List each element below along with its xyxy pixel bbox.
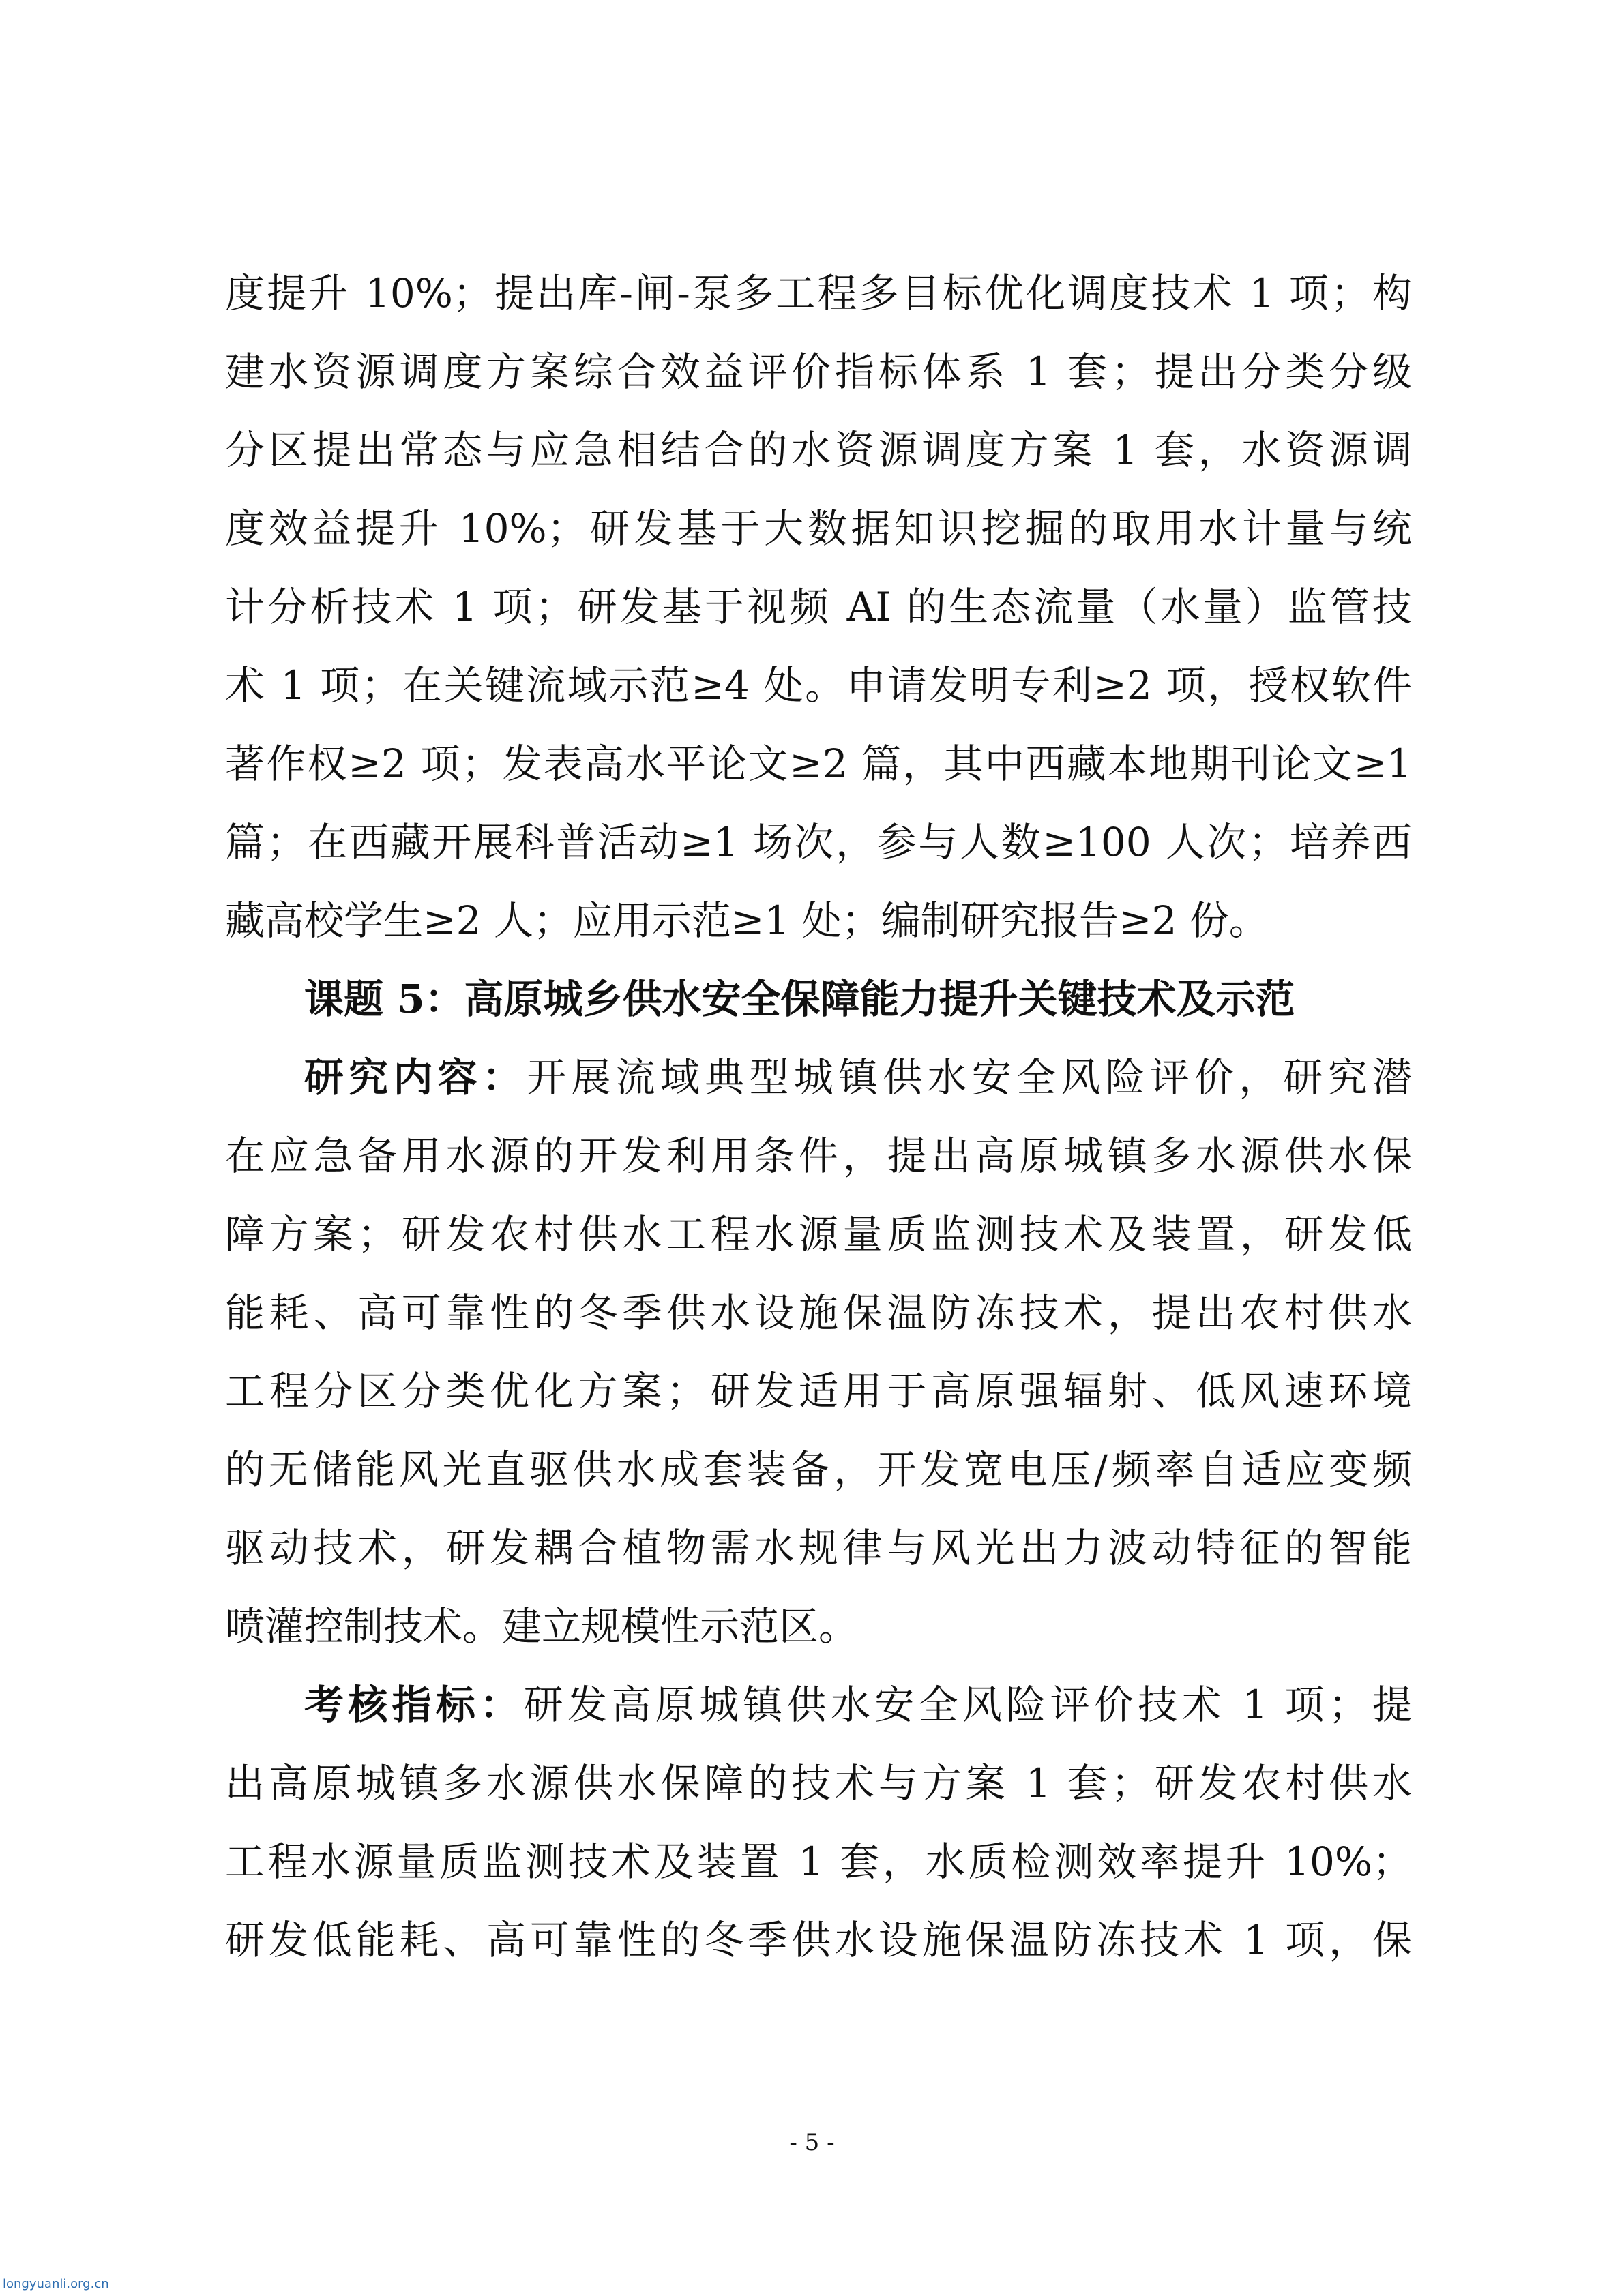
body-line: 度效益提升 10%；研发基于大数据知识挖掘的取用水计量与统 bbox=[225, 505, 1412, 552]
body-line: 出高原城镇多水源供水保障的技术与方案 1 套；研发农村供水 bbox=[225, 1760, 1412, 1806]
page-number: - 5 - bbox=[789, 2129, 835, 2156]
body-line: 工程分区分类优化方案；研发适用于高原强辐射、低风速环境 bbox=[225, 1368, 1412, 1414]
section-heading: 课题 5：高原城乡供水安全保障能力提升关键技术及示范 bbox=[304, 976, 1295, 1022]
research-label: 研究内容： bbox=[304, 1054, 527, 1101]
body-line: 度提升 10%；提出库-闸-泵多工程多目标优化调度技术 1 项；构 bbox=[225, 270, 1412, 316]
body-line: 分区提出常态与应急相结合的水资源调度方案 1 套，水资源调 bbox=[225, 427, 1412, 473]
body-line: 著作权≥2 项；发表高水平论文≥2 篇，其中西藏本地期刊论文≥1 bbox=[225, 741, 1412, 787]
body-line: 建水资源调度方案综合效益评价指标体系 1 套；提出分类分级 bbox=[225, 348, 1412, 395]
body-line: 能耗、高可靠性的冬季供水设施保温防冻技术，提出农村供水 bbox=[225, 1289, 1412, 1336]
research-first-line bbox=[304, 1054, 1412, 1101]
watermark: longyuanli.org.cn bbox=[3, 2277, 109, 2291]
body-line: 研发低能耗、高可靠性的冬季供水设施保温防冻技术 1 项，保 bbox=[225, 1917, 1412, 1963]
body-line: 的无储能风光直驱供水成套装备，开发宽电压/频率自适应变频 bbox=[225, 1446, 1412, 1493]
assessment-label: 考核指标： bbox=[304, 1682, 524, 1728]
research-first-text: 开展流域典型城镇供水安全风险评价，研究潜 bbox=[527, 1054, 1412, 1101]
body-line: 计分析技术 1 项；研发基于视频 AI 的生态流量（水量）监管技 bbox=[225, 584, 1412, 630]
body-line: 工程水源量质监测技术及装置 1 套，水质检测效率提升 10%； bbox=[225, 1838, 1412, 1885]
body-line: 篇；在西藏开展科普活动≥1 场次，参与人数≥100 人次；培养西 bbox=[225, 819, 1412, 865]
body-line: 术 1 项；在关键流域示范≥4 处。申请发明专利≥2 项，授权软件 bbox=[225, 662, 1412, 709]
body-line: 驱动技术，研发耦合植物需水规律与风光出力波动特征的智能 bbox=[225, 1525, 1412, 1571]
assessment-first-line bbox=[304, 1681, 1412, 1729]
assessment-first-text: 研发高原城镇供水安全风险评价技术 1 项；提 bbox=[523, 1682, 1412, 1728]
body-line: 喷灌控制技术。建立规模性示范区。 bbox=[225, 1603, 859, 1650]
body-line: 在应急备用水源的开发利用条件，提出高原城镇多水源供水保 bbox=[225, 1133, 1412, 1179]
body-line: 障方案；研发农村供水工程水源量质监测技术及装置，研发低 bbox=[225, 1211, 1412, 1257]
body-line: 藏高校学生≥2 人；应用示范≥1 处；编制研究报告≥2 份。 bbox=[225, 897, 1269, 944]
